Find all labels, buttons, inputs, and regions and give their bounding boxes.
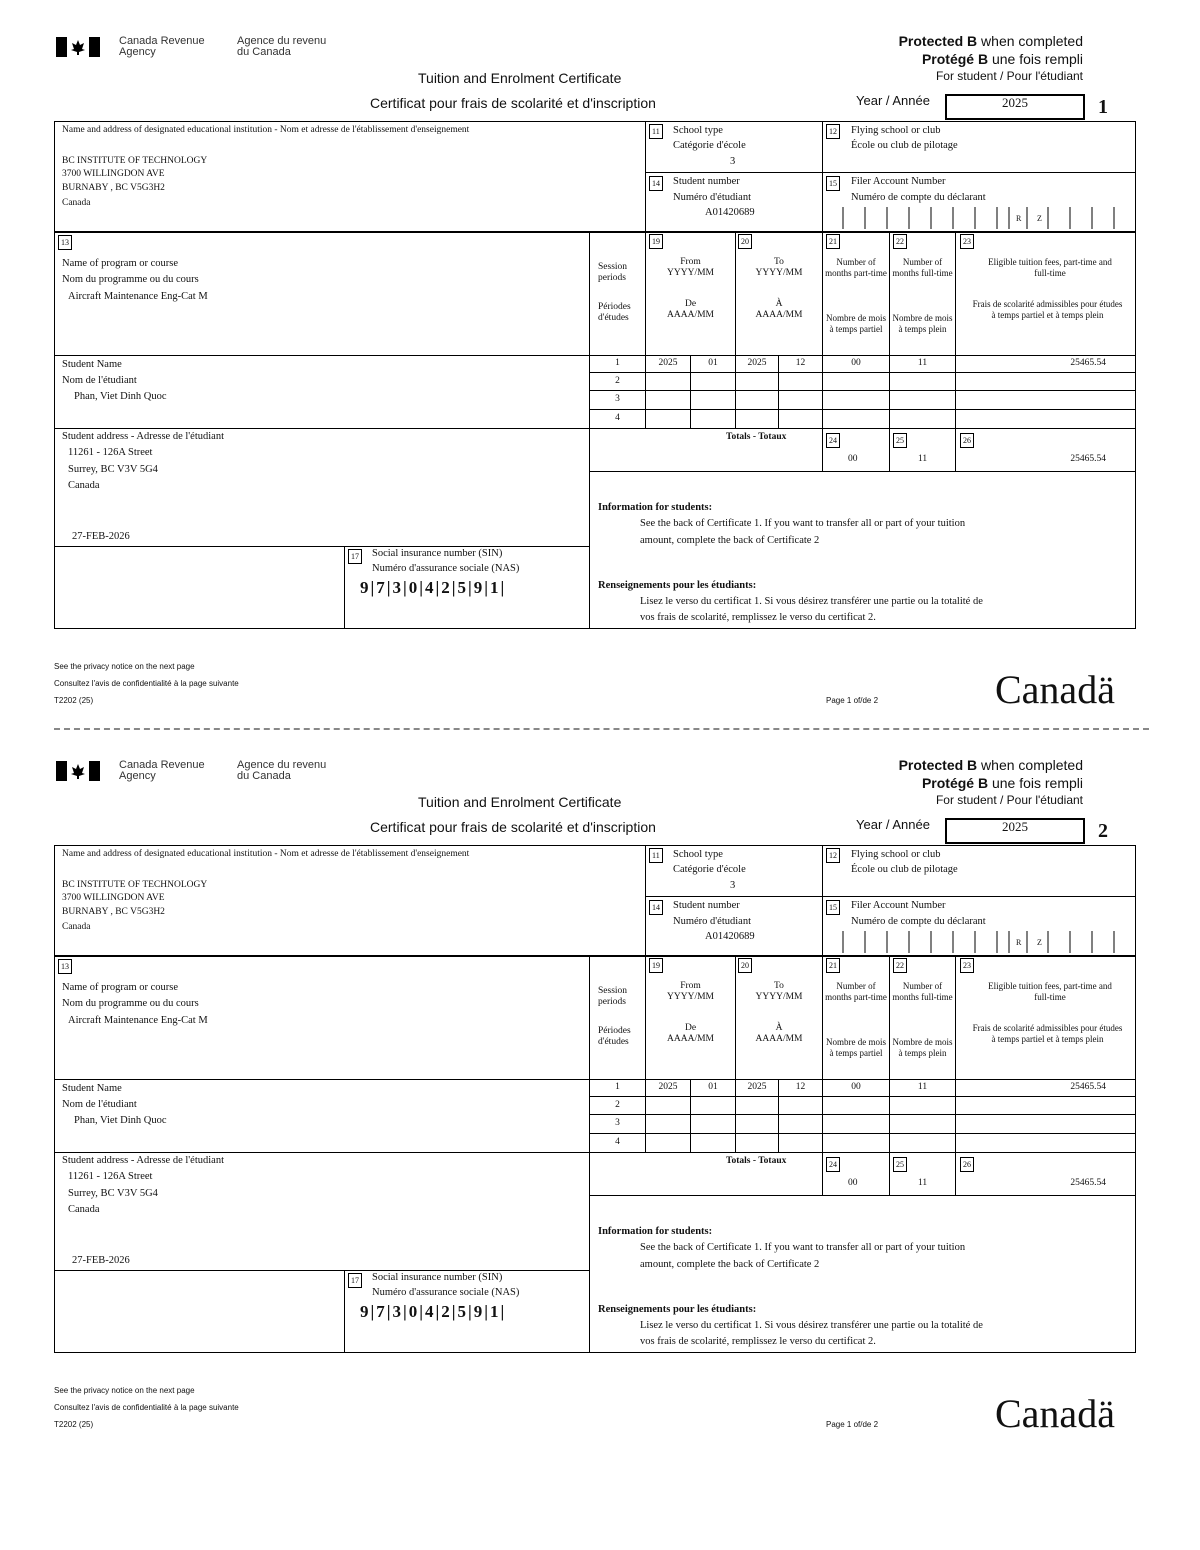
title-en: Tuition and Enrolment Certificate <box>418 70 622 86</box>
student-number-label-en: Student number <box>673 900 740 911</box>
filer-account-cells <box>826 207 1126 229</box>
box-24-number: 24 <box>826 1157 840 1172</box>
student-address-line1: 11261 - 126A Street <box>68 1171 153 1182</box>
total-fees: 25465.54 <box>1070 1178 1106 1188</box>
student-name-label-fr: Nom de l'étudiant <box>62 1099 137 1110</box>
institution-address2: BURNABY , BC V5G3H2 <box>62 183 165 193</box>
info-title-fr: Renseignements pour les étudiants: <box>598 1304 757 1315</box>
row-1-to-year: 2025 <box>747 1082 767 1092</box>
student-name-value: Phan, Viet Dinh Quoc <box>74 1115 167 1126</box>
filer-account-label-en: Filer Account Number <box>851 900 946 911</box>
program-label-en: Name of program or course <box>62 982 179 993</box>
sin-value: 9|7|3|0|4|2|5|9|1| <box>360 578 507 597</box>
sin-label-en: Social insurance number (SIN) <box>372 548 503 559</box>
institution-name: BC INSTITUTE OF TECHNOLOGY <box>62 880 208 890</box>
from-label-en: From YYYY/MM <box>667 981 714 1002</box>
box-23-number: 23 <box>960 958 974 973</box>
row-1-full-time: 11 <box>917 358 928 368</box>
program-value: Aircraft Maintenance Eng-Cat M <box>68 291 208 302</box>
row-1-number: 1 <box>615 358 620 368</box>
box-11-number: 11 <box>649 848 663 863</box>
protected-en: Protected B when completed <box>898 33 1083 49</box>
eligible-fees-label-fr: Frais de scolarité admissibles pour études à temps partiel et à temps plein <box>972 1023 1123 1044</box>
page-number: Page 1 of/de 2 <box>826 1420 879 1429</box>
title-fr: Certificat pour frais de scolarité et d'inscription <box>370 819 656 835</box>
months-part-time-label-fr: Nombre de mois à temps partiel <box>826 313 886 334</box>
info-title-en: Information for students: <box>598 1226 713 1237</box>
student-address-line2: Surrey, BC V3V 5G4 <box>68 1188 158 1199</box>
school-type-label-en: School type <box>673 125 723 136</box>
row-1-from-year: 2025 <box>658 358 678 368</box>
program-value: Aircraft Maintenance Eng-Cat M <box>68 1015 208 1026</box>
row-1-to-year: 2025 <box>747 358 767 368</box>
for-student: For student / Pour l'étudiant <box>935 69 1083 83</box>
program-label-fr: Nom du programme ou du cours <box>62 274 199 285</box>
student-name-value: Phan, Viet Dinh Quoc <box>74 391 167 402</box>
institution-label: Name and address of designated educational institution - Nom et adresse de l'établissement d'enseignement <box>62 849 470 859</box>
student-address-line1: 11261 - 126A Street <box>68 447 153 458</box>
institution-address1: 3700 WILLINGDON AVE <box>62 893 165 903</box>
year-label: Year / Année <box>856 93 930 108</box>
eligible-fees-label-en: Eligible tuition fees, part-time and full-time <box>988 257 1112 278</box>
institution-label: Name and address of designated educational institution - Nom et adresse de l'établissement d'enseignement <box>62 125 470 135</box>
total-full-time: 11 <box>918 454 928 464</box>
flying-school-label-en: Flying school or club <box>851 125 941 136</box>
filer-r: R <box>1016 938 1022 947</box>
sin-label-fr: Numéro d'assurance sociale (NAS) <box>372 563 520 574</box>
student-address-country: Canada <box>68 1204 100 1215</box>
info-line2-en: amount, complete the back of Certificate 2 <box>640 1259 820 1270</box>
student-number-label-fr: Numéro d'étudiant <box>673 192 751 203</box>
total-part-time: 00 <box>848 1178 858 1188</box>
info-line2-fr: vos frais de scolarité, remplissez le verso du certificat 2. <box>640 1336 876 1347</box>
certificate-date: 27-FEB-2026 <box>72 1255 130 1266</box>
title-en: Tuition and Enrolment Certificate <box>418 794 622 810</box>
student-address-label: Student address - Adresse de l'étudiant <box>62 1155 224 1166</box>
privacy-notice-en: See the privacy notice on the next page <box>54 662 195 671</box>
institution-name: BC INSTITUTE OF TECHNOLOGY <box>62 156 208 166</box>
row-1-part-time: 00 <box>851 358 861 368</box>
school-type-value: 3 <box>730 880 736 891</box>
row-1-part-time: 00 <box>851 1082 861 1092</box>
institution-address1: 3700 WILLINGDON AVE <box>62 169 165 179</box>
box-17-number: 17 <box>348 549 362 564</box>
box-22-number: 22 <box>893 958 907 973</box>
months-part-time-label-en: Number of months part-time <box>825 257 887 278</box>
session-label-en: Session periods <box>598 986 628 1007</box>
session-label-en: Session periods <box>598 262 628 283</box>
copy-number: 2 <box>1098 820 1108 842</box>
canada-flag-icon <box>56 761 100 781</box>
institution-address2: BURNABY , BC V5G3H2 <box>62 907 165 917</box>
school-type-label-en: School type <box>673 849 723 860</box>
row-4-number: 4 <box>615 1137 620 1147</box>
filer-account-label-fr: Numéro de compte du déclarant <box>851 916 986 927</box>
row-1-from-month: 01 <box>708 1082 718 1092</box>
filer-account-label-fr: Numéro de compte du déclarant <box>851 192 986 203</box>
box-15-number: 15 <box>826 176 840 191</box>
protected-fr: Protégé B une fois rempli <box>921 775 1083 791</box>
info-line1-en: See the back of Certificate 1. If you want to transfer all or part of your tuition <box>640 518 966 529</box>
certificate-copy-1 <box>0 0 1200 725</box>
box-26-number: 26 <box>960 433 974 448</box>
box-21-number: 21 <box>826 234 840 249</box>
months-part-time-label-fr: Nombre de mois à temps partiel <box>826 1037 886 1058</box>
student-name-label-fr: Nom de l'étudiant <box>62 375 137 386</box>
privacy-notice-fr: Consultez l'avis de confidentialité à la page suivante <box>54 1403 239 1412</box>
eligible-fees-label-fr: Frais de scolarité admissibles pour études à temps partiel et à temps plein <box>972 299 1123 320</box>
from-label-fr: De AAAA/MM <box>667 299 714 320</box>
months-full-time-label-en: Number of months full-time <box>892 257 953 278</box>
from-label-en: From YYYY/MM <box>667 257 714 278</box>
row-3-number: 3 <box>615 1118 620 1128</box>
copy-number: 1 <box>1098 96 1108 118</box>
student-name-label-en: Student Name <box>62 359 122 370</box>
institution-country: Canada <box>62 198 91 208</box>
student-name-label-en: Student Name <box>62 1083 122 1094</box>
row-3-number: 3 <box>615 394 620 404</box>
page-number: Page 1 of/de 2 <box>826 696 879 705</box>
program-label-fr: Nom du programme ou du cours <box>62 998 199 1009</box>
info-line2-fr: vos frais de scolarité, remplissez le verso du certificat 2. <box>640 612 876 623</box>
box-14-number: 14 <box>649 900 663 915</box>
to-label-fr: À AAAA/MM <box>755 1023 803 1044</box>
institution-country: Canada <box>62 922 91 932</box>
box-20-number: 20 <box>738 958 752 973</box>
box-26-number: 26 <box>960 1157 974 1172</box>
box-19-number: 19 <box>649 958 663 973</box>
total-fees: 25465.54 <box>1070 454 1106 464</box>
box-15-number: 15 <box>826 900 840 915</box>
canada-flag-icon <box>56 37 100 57</box>
total-full-time: 11 <box>918 1178 928 1188</box>
student-number-value: A01420689 <box>705 207 755 218</box>
box-25-number: 25 <box>893 433 907 448</box>
student-number-label-fr: Numéro d'étudiant <box>673 916 751 927</box>
student-number-value: A01420689 <box>705 931 755 942</box>
sin-value: 9|7|3|0|4|2|5|9|1| <box>360 1302 507 1321</box>
box-11-number: 11 <box>649 124 663 139</box>
box-13-number: 13 <box>58 235 72 250</box>
agency-name-fr: Agence du revenu du Canada <box>237 35 327 58</box>
box-20-number: 20 <box>738 234 752 249</box>
to-label-en: To YYYY/MM <box>755 981 803 1002</box>
box-13-number: 13 <box>58 959 72 974</box>
box-12-number: 12 <box>826 848 840 863</box>
certificate-copy-2 <box>0 724 1200 1449</box>
agency-name-en: Canada Revenue Agency <box>119 35 205 58</box>
to-label-en: To YYYY/MM <box>755 257 803 278</box>
info-title-fr: Renseignements pour les étudiants: <box>598 580 757 591</box>
filer-account-cells <box>826 931 1126 953</box>
sin-label-en: Social insurance number (SIN) <box>372 1272 503 1283</box>
total-part-time: 00 <box>848 454 858 464</box>
filer-account-label-en: Filer Account Number <box>851 176 946 187</box>
filer-z: Z <box>1037 938 1042 947</box>
for-student: For student / Pour l'étudiant <box>935 793 1083 807</box>
filer-r: R <box>1016 214 1022 223</box>
student-address-line2: Surrey, BC V3V 5G4 <box>68 464 158 475</box>
session-label-fr: Périodes d'études <box>598 302 631 323</box>
from-label-fr: De AAAA/MM <box>667 1023 714 1044</box>
box-22-number: 22 <box>893 234 907 249</box>
student-address-label: Student address - Adresse de l'étudiant <box>62 431 224 442</box>
certificate-date: 27-FEB-2026 <box>72 531 130 542</box>
year-field: 2025 <box>945 94 1085 120</box>
box-23-number: 23 <box>960 234 974 249</box>
info-line1-fr: Lisez le verso du certificat 1. Si vous désirez transférer une partie ou la totalité de <box>640 1320 983 1331</box>
row-1-to-month: 12 <box>795 358 806 368</box>
info-line1-en: See the back of Certificate 1. If you want to transfer all or part of your tuition <box>640 1242 966 1253</box>
privacy-notice-fr: Consultez l'avis de confidentialité à la page suivante <box>54 679 239 688</box>
session-label-fr: Périodes d'études <box>598 1026 631 1047</box>
agency-name-en: Canada Revenue Agency <box>119 759 205 782</box>
info-line2-en: amount, complete the back of Certificate 2 <box>640 535 820 546</box>
box-19-number: 19 <box>649 234 663 249</box>
flying-school-label-fr: École ou club de pilotage <box>851 140 958 151</box>
flying-school-label-en: Flying school or club <box>851 849 941 860</box>
row-4-number: 4 <box>615 413 620 423</box>
totals-label: Totals - Totaux <box>726 432 787 442</box>
row-1-from-year: 2025 <box>658 1082 678 1092</box>
title-fr: Certificat pour frais de scolarité et d'inscription <box>370 95 656 111</box>
row-1-to-month: 12 <box>795 1082 806 1092</box>
months-full-time-label-fr: Nombre de mois à temps plein <box>892 1037 953 1058</box>
row-2-number: 2 <box>615 1100 620 1110</box>
eligible-fees-label-en: Eligible tuition fees, part-time and full-time <box>988 981 1112 1002</box>
box-25-number: 25 <box>893 1157 907 1172</box>
filer-z: Z <box>1037 214 1042 223</box>
box-14-number: 14 <box>649 176 663 191</box>
school-type-value: 3 <box>730 156 736 167</box>
school-type-label-fr: Catégorie d'école <box>673 864 746 875</box>
totals-label: Totals - Totaux <box>726 1156 787 1166</box>
row-1-fees: 25465.54 <box>1070 358 1106 368</box>
flying-school-label-fr: École ou club de pilotage <box>851 864 958 875</box>
privacy-notice-en: See the privacy notice on the next page <box>54 1386 195 1395</box>
box-21-number: 21 <box>826 958 840 973</box>
protected-fr: Protégé B une fois rempli <box>921 51 1083 67</box>
program-label-en: Name of program or course <box>62 258 179 269</box>
canada-wordmark: Canadä <box>995 667 1115 712</box>
protected-en: Protected B when completed <box>898 757 1083 773</box>
agency-name-fr: Agence du revenu du Canada <box>237 759 327 782</box>
row-1-fees: 25465.54 <box>1070 1082 1106 1092</box>
row-1-number: 1 <box>615 1082 620 1092</box>
school-type-label-fr: Catégorie d'école <box>673 140 746 151</box>
year-label: Year / Année <box>856 817 930 832</box>
months-full-time-label-en: Number of months full-time <box>892 981 953 1002</box>
info-title-en: Information for students: <box>598 502 713 513</box>
info-line1-fr: Lisez le verso du certificat 1. Si vous désirez transférer une partie ou la totalité de <box>640 596 983 607</box>
box-17-number: 17 <box>348 1273 362 1288</box>
sin-label-fr: Numéro d'assurance sociale (NAS) <box>372 1287 520 1298</box>
months-full-time-label-fr: Nombre de mois à temps plein <box>892 313 953 334</box>
to-label-fr: À AAAA/MM <box>755 299 803 320</box>
box-24-number: 24 <box>826 433 840 448</box>
year-field: 2025 <box>945 818 1085 844</box>
student-address-country: Canada <box>68 480 100 491</box>
student-number-label-en: Student number <box>673 176 740 187</box>
canada-wordmark: Canadä <box>995 1391 1115 1436</box>
form-code: T2202 (25) <box>54 1420 94 1429</box>
months-part-time-label-en: Number of months part-time <box>825 981 887 1002</box>
row-1-full-time: 11 <box>917 1082 928 1092</box>
row-1-from-month: 01 <box>708 358 718 368</box>
row-2-number: 2 <box>615 376 620 386</box>
box-12-number: 12 <box>826 124 840 139</box>
form-code: T2202 (25) <box>54 696 94 705</box>
